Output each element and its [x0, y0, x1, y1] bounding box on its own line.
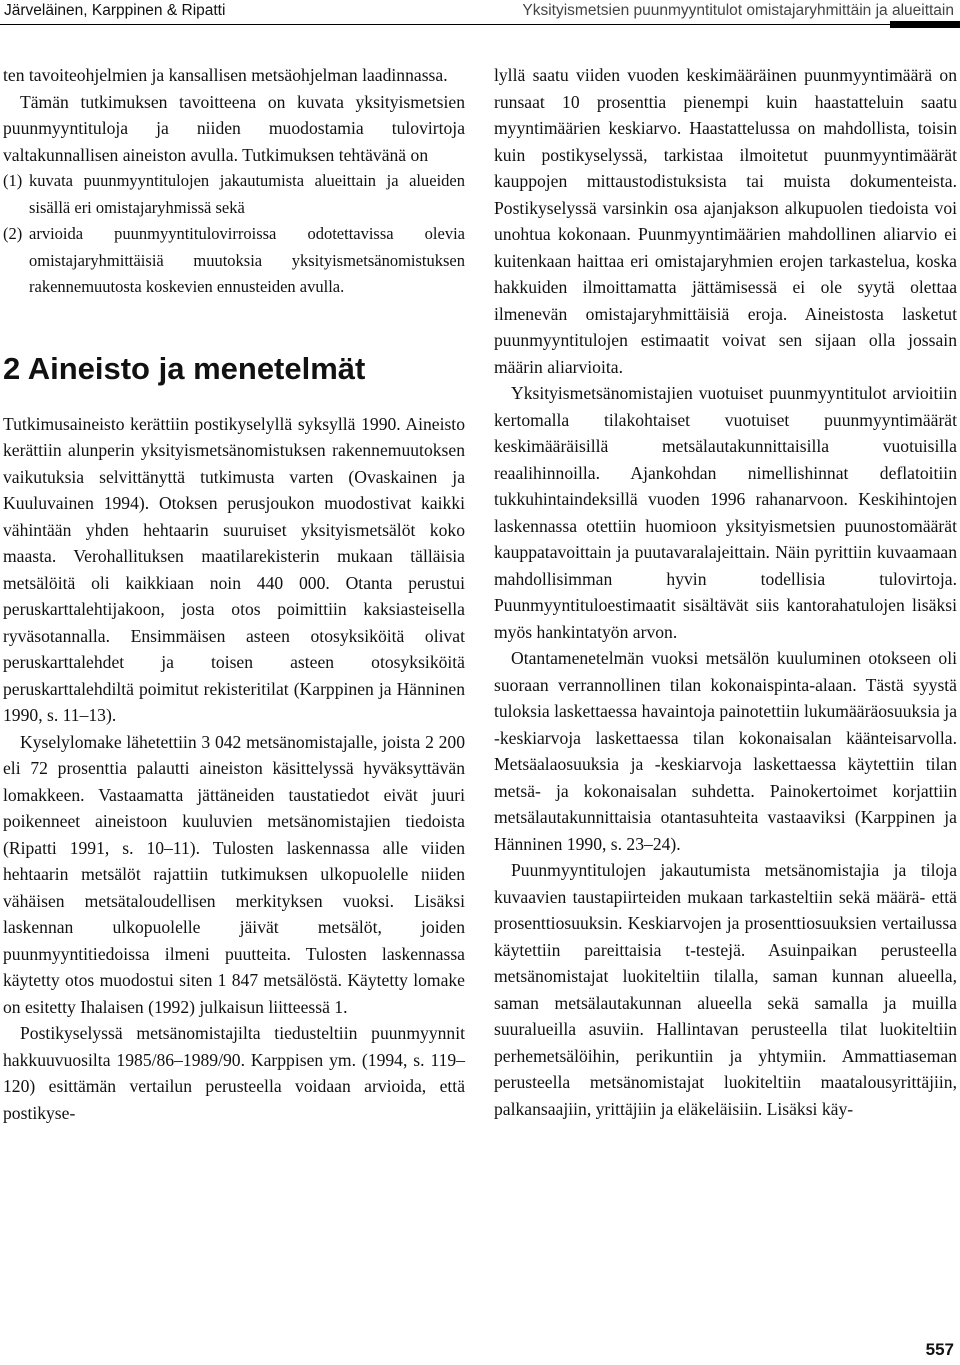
- header-rule: [0, 24, 890, 25]
- paragraph-data: Tutkimusaineisto kerättiin postikyselyllä syksyllä 1990. Aineisto kerättiin alunperin yksityismetsänomistuksen rakennemuutoksen vaikutuksia selvittänyttä tutkimusta varten (Ovaskainen ja Kuuluvainen 1994). Otoksen perusjoukon muodostivat kaikki vähintään yhden hehtaarin suuruiset yksityismetsälöt koko maasta. Verohallituksen maatilarekisterin mukaan tälläisia metsälöitä oli kaikkiaan noin 440 000. Otanta perustui peruskarttalehtijakoon, josta otos poimittiin kaksiasteisella ryväsotannalla. Ensimmäisen asteen otosyksiköitä olivat peruskarttalehdet ja toisen asteen otosyksiköitä peruskarttalehdiltä poimitut rekisteritilat (Karppinen ja Hänninen 1990, s. 11–13).: [3, 413, 465, 725]
- paragraph-aim: Tämän tutkimuksen tavoitteena on kuvata yksityismetsien puunmyyntituloja ja niiden muodostamia tulovirtoja valtakunnallisen aineiston avulla. Tutkimuksen tehtävänä on: [3, 91, 465, 165]
- header-running-title: Yksityismetsien puunmyyntitulot omistajaryhmittäin ja alueittain: [522, 2, 954, 19]
- list-item-text: arvioida puunmyyntitulovirroissa odotettavissa olevia omistajaryhmittäisiä muutoksia yksityismetsänomistuksen rakennemuutosta koskevien ennusteiden avulla.: [29, 224, 465, 296]
- left-column: [3, 62, 465, 1126]
- paragraph-income: Yksityismetsänomistajien vuotuiset puunmyyntitulot arvioitiin kertomalla tilakohtaiset vuotuiset puunmyyntimäärät keskimääräisillä metsälautakunnittaisilla vuotuisilla reaalihinnoilla. Ajankohdan nimellishinnat deflatoitiin tukkuhintaindeksillä vuoden 1996 rahanarvoon. Keskihintojen laskennassa otettiin huomioon yksityismetsien puunostomäärät kauppatavoittain ja puutavaralajeittain. Näin pyrittiin kuvaamaan mahdollisimman hyvin todellisia tulovirtoja. Puunmyyntituloestimaatit sisältävät siis kantorahatulojen lisäksi myös hankintatyön arvon.: [494, 383, 957, 642]
- list-item-number: (1): [3, 171, 23, 190]
- list-item: [3, 168, 465, 221]
- section-heading: 2 Aineisto ja menetelmät: [3, 350, 366, 386]
- header-authors: Järveläinen, Karppinen & Ripatti: [4, 2, 226, 19]
- paragraph-survey: Kyselylomake lähetettiin 3 042 metsänomistajalle, joista 2 200 eli 72 prosenttia palautti aineiston käsittelyssä hyväksyttävän lomakkeen. Vastaamatta jättäneiden taustatiedot eivät juuri poikenneet aineistoon kuuluvien metsänomistajien tiedoista (Ripatti 1991, s. 10–11). Tulosten laskennassa alle viiden hehtaarin metsälöt rajattiin tutkimuksen ulkopuolelle niiden vähäisen metsätaloudellisen merkityksen vuoksi. Lisäksi laskennan ulkopuolelle jäivät metsälöt, joiden puunmyyntitiedoissa ilmeni puutteita. Tulosten laskennassa käytetty otos muodostui siten 1 847 metsälöstä. Käytetty lomake on esitetty Ihalaisen (1992) julkaisun liitteessä 1.: [3, 731, 465, 1017]
- running-header: [0, 0, 960, 34]
- paragraph-continued: lyllä saatu viiden vuoden keskimääräinen puunmyyntimäärä on runsaat 10 prosenttia pienempi kuin haastatteluin saatu myyntimäärien keskiarvo. Haastattelussa on mahdollista, toisin kuin postikyselyssä, tarkistaa ilmoitetut puunmyyntimäärät kauppojen mittaustodistuksista tai muista dokumenteista. Postikyselyssä varsinkin osa ajanjakson alkupuolen tiedoista voi unohtua kokonaan. Puunmyyntimäärien mahdollinen aliarvio ei kuitenkaan haittaa eri omistajaryhmien erojen tarkastelua, koska hakkuiden ilmoittamatta jättämisessä ei ole syytä olettaa ilmenevän omistajaryhmittäisiä eroja. Aineistosta lasketut puunmyyntitulojen estimaatit voivat sen sijaan olla jossain määrin aliarvioita.: [494, 65, 957, 377]
- paragraph-sampling: Otantamenetelmän vuoksi metsälön kuuluminen otokseen oli suoraan verrannollinen tilan kokonaispinta-alaan. Tästä syystä tuloksia laskettaessa havaintoja painotettiin lukumääräosuuksia ja -keskiarvoja laskettaessa tilan kokonaisalan käänteisarvolla. Metsäalaosuuksia ja -keskiarvoja laskettaessa käytettiin tilan metsä- ja kokonaisalan suhdetta. Painokertoimet korjattiin metsälautakunnittaisia otantasuhteita vastaaviksi (Karppinen ja Hänninen 1990, s. 23–24).: [494, 648, 957, 854]
- page-number: 557: [925, 1340, 954, 1359]
- header-tab-marker: [890, 21, 960, 28]
- list-item: [3, 221, 465, 301]
- paragraph-sales: Postikyselyssä metsänomistajilta tiedusteltiin puunmyynnit hakkuuvuosilta 1985/86–1989/90. Karppisen ym. (1994, s. 119–120) esittämän vertailun perusteella voidaan arvioida, että postikyse-: [3, 1023, 465, 1123]
- right-column: [494, 62, 957, 1122]
- paragraph-distribution: Puunmyyntitulojen jakautumista metsänomistajia ja tiloja kuvaavien taustapiirteiden mukaan tarkasteltiin sekä määrä- että prosenttiosuuksin. Keskiarvojen ja prosenttiosuuksien vertailussa käytettiin pareittaisia t-testejä. Asuinpaikan perusteella metsänomistajat luokiteltiin tilalla, saman kunnan alueella, saman metsälautakunnan alueella sekä samalla ja muilla suuralueilla asuviin. Hallintavan perusteella tilat luokiteltiin perhemetsälöihin, perikuntiin ja yhtymiin. Ammattiaseman perusteella metsänomistajat luokiteltiin maatalousyrittäjiin, palkansaajiin, yrittäjiin ja eläkeläisiin. Lisäksi käy-: [494, 860, 957, 1119]
- objectives-list: [3, 168, 465, 301]
- paragraph-intro: ten tavoiteohjelmien ja kansallisen metsäohjelman laadinnassa.: [3, 65, 448, 85]
- list-item-text: kuvata puunmyyntitulojen jakautumista alueittain ja alueiden sisällä eri omistajaryhmissä sekä: [29, 171, 465, 217]
- list-item-number: (2): [3, 224, 23, 243]
